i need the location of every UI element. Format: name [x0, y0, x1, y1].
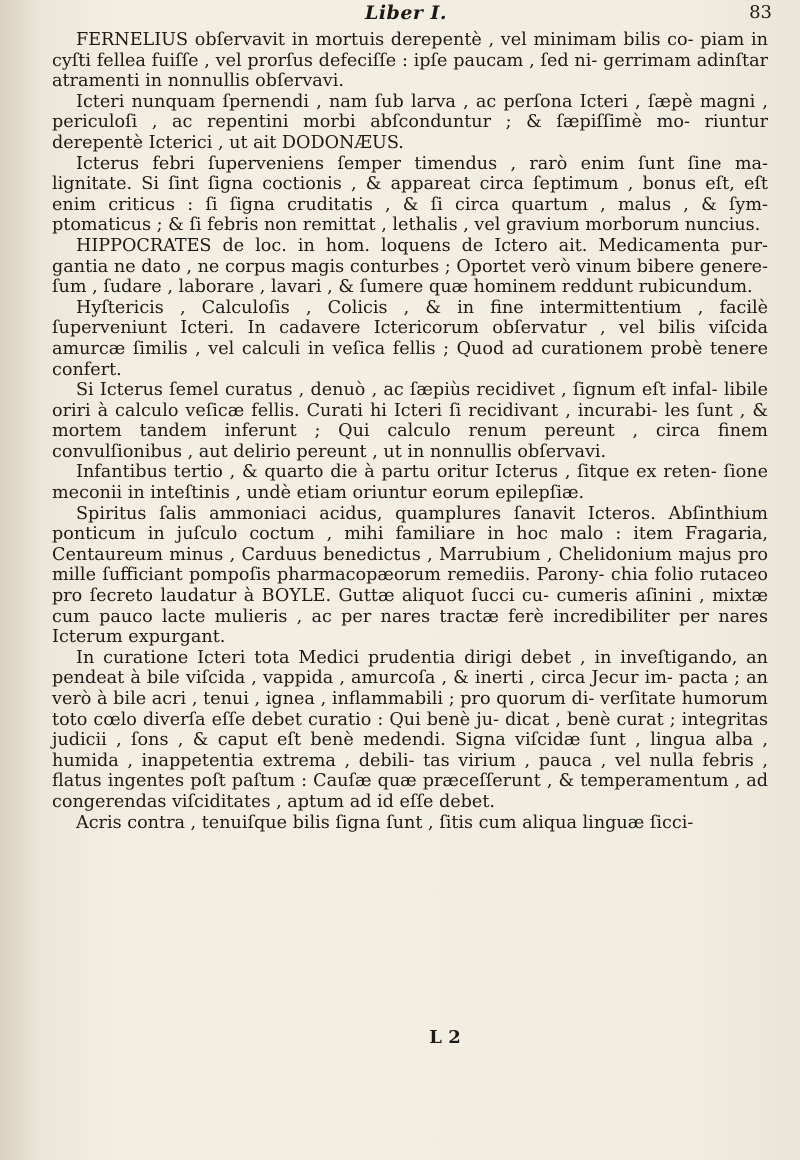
- paragraph-fernelius: FERNELIUS obſervavit in mortuis derepentè , vel minimam bilis co- piam in cyſti fellea fuiſſe , vel prorſus defeciſſe : ipſe paucam , ſed ni- gerrimam adinſtar atramenti in nonnullis obſervavi.: [52, 30, 768, 92]
- paragraph-hippocrates: HIPPOCRATES de loc. in hom. loquens de Ictero ait. Medicamenta pur- gantia ne dato , ne corpus magis conturbes ; Oportet verò vinum bibere genere- ſum , ſudare , laborare , lavari , & ſumere quæ hominem reddunt rubicundum.: [52, 235, 768, 298]
- paragraph-si-icterus: Si Icterus ſemel curatus , denuò , ac ſæpiùs recidivet , ſignum eſt infal- libile oriri à calculo veſicæ fellis. Curati hi Icteri ſi recidivant , incurabi- les ſunt , & mortem tandem inferunt ; Qui calculo renum pereunt , circa finem convulſionibus , aut delirio pereunt , ut in nonnullis obſervavi.: [52, 380, 768, 462]
- paragraph-icteri-nunquam: Icteri nunquam ſpernendi , nam ſub larva , ac perſona Icteri , ſæpè magni , periculoſi , ac repentini morbi abſconduntur ; & ſæpiſſimè mo- riuntur derepentè Icterici , ut ait DODONÆUS.: [52, 91, 768, 153]
- page-number: 83: [749, 2, 772, 23]
- paragraph-spiritus-salis: Spiritus ſalis ammoniaci acidus, quamplures ſanavit Icteros. Abſinthium ponticum in juſculo coctum , mihi familiare in hoc malo : item Fragaria, Centaureum minus , Carduus benedictus , Marrubium , Chelidonium majus pro mille ſufficiant pompoſis pharmacopæorum remediis. Parony- chia folio rutaceo pro ſecreto laudatur à BOYLE. Guttæ aliquot ſucci cu- cumeris aſinini , mixtæ cum pauco lacte mulieris , ac per nares tractæ ferè incredibiliter per nares Icterum expurgant.: [52, 503, 768, 648]
- signature-mark: L 2: [429, 1027, 461, 1048]
- running-head: Liber I.: [364, 2, 448, 24]
- paragraph-acris-contra: Acris contra , tenuiſque bilis ſigna ſunt , ſitis cum aliqua linguæ ſicci-: [76, 812, 694, 833]
- body-text: [52, 30, 768, 833]
- paragraph-icterus-febri: Icterus febri ſuperveniens ſemper timendus , rarò enim ſunt ſine ma- lignitate. Si ſint ſigna coctionis , & appareat circa ſeptimum , bonus eſt, eſt enim criticus : ſi ſigna cruditatis , & ſi circa quartum , malus , & ſym- ptomaticus ; & ſi febris non remittat , lethalis , vel gravium morborum nuncius.: [52, 153, 768, 236]
- paragraph-in-curatione: In curatione Icteri tota Medici prudentia dirigi debet , in inveſtigando, an pendeat à bile viſcida , vappida , amurcoſa , & inerti , circa Jecur im- pacta ; an verò à bile acri , tenui , ignea , inflammabili ; pro quorum di- verſitate humorum toto cœlo diverſa eſſe debet curatio : Qui benè ju- dicat , benè curat ; integritas judicii , ſons , & caput eſt benè medendi. Signa viſcidæ ſunt , lingua alba , humida , inappetentia extrema , debili- tas virium , pauca , vel nulla febris , flatus ingentes poſt paſtum : Cauſæ quæ præceſſerunt , & temperamentum , ad congerendas viſciditates , aptum ad id eſſe debet.: [52, 647, 768, 812]
- paragraph-infantibus: Infantibus tertio , & quarto die à partu oritur Icterus , ſitque ex reten- ſione meconii in inteſtinis , undè etiam oriuntur eorum epilepſiæ.: [52, 462, 768, 504]
- page-header: [40, 2, 772, 28]
- paragraph-hystericis: Hyſtericis , Calculoſis , Colicis , & in fine intermittentium , facilè ſuperveniunt Icteri. In cadavere Ictericorum obſervatur , vel bilis viſcida amurcæ ſimilis , vel calculi in veſica fellis ; Quod ad curationem probè tenere confert.: [52, 297, 768, 380]
